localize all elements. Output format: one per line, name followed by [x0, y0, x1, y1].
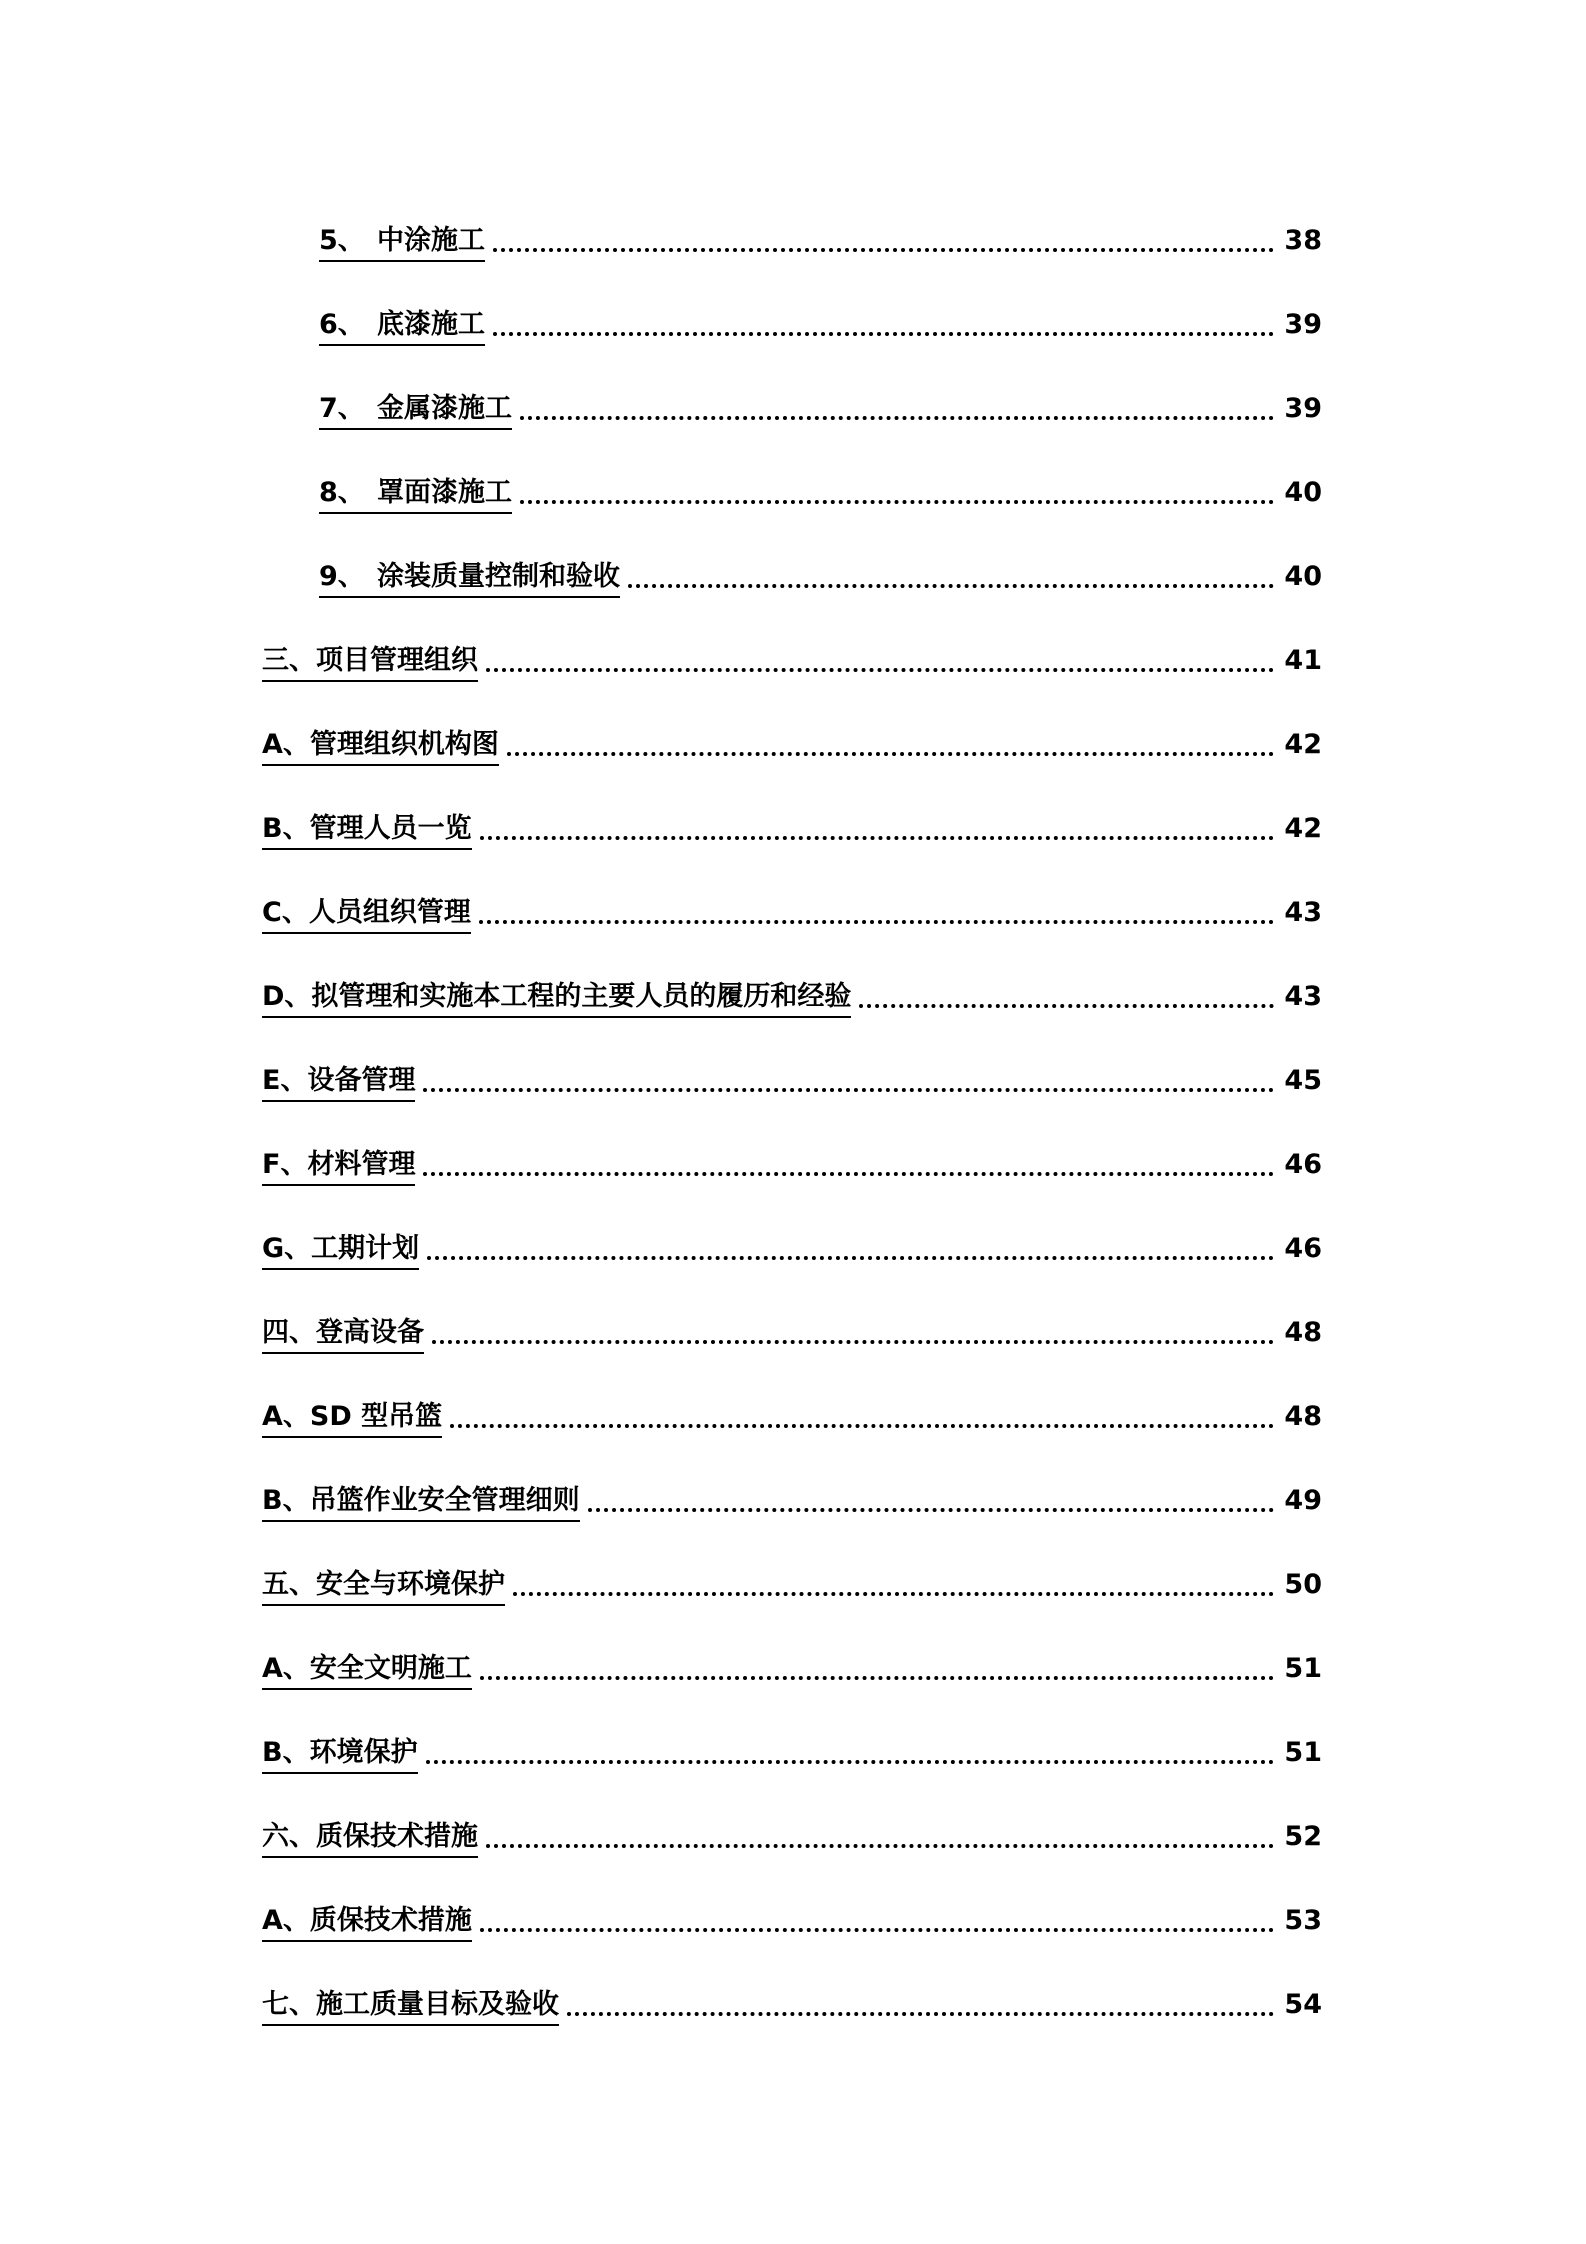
dot-leader: [628, 584, 1274, 588]
toc-page-number: 45: [1284, 1065, 1322, 1096]
toc-entry-number: 7、: [319, 393, 365, 424]
toc-page-number: 42: [1284, 729, 1322, 760]
dot-leader: [432, 1340, 1274, 1344]
toc-page-number: 51: [1284, 1737, 1322, 1768]
toc-page-number: 41: [1284, 645, 1322, 676]
dot-leader: [520, 416, 1274, 420]
toc-entry-link[interactable]: [262, 895, 471, 934]
toc-entry-title: A、管理组织机构图: [262, 729, 499, 760]
toc-entry-number: 5、: [319, 225, 365, 256]
toc-entry[interactable]: [262, 778, 1322, 862]
toc-entry-link[interactable]: [319, 559, 620, 598]
toc-page-number: 43: [1284, 981, 1322, 1012]
toc-entry[interactable]: [262, 1954, 1322, 2038]
toc-page-number: 49: [1284, 1485, 1322, 1516]
toc-entry[interactable]: [319, 190, 1322, 274]
toc-entry-title: 罩面漆施工: [377, 477, 512, 508]
toc-entry[interactable]: [262, 1114, 1322, 1198]
toc-entry-number: 9、: [319, 561, 365, 592]
toc-entry-link[interactable]: [262, 1735, 418, 1774]
toc-entry[interactable]: [262, 1450, 1322, 1534]
toc-entry-link[interactable]: [262, 811, 472, 850]
toc-entry-link[interactable]: [262, 1231, 419, 1270]
toc-entry-link[interactable]: [319, 391, 512, 430]
toc-entry-link[interactable]: [319, 475, 512, 514]
toc-entry-title: 七、施工质量目标及验收: [262, 1989, 559, 2020]
toc-page-number: 46: [1284, 1233, 1322, 1264]
toc-entry-title: 金属漆施工: [377, 393, 512, 424]
toc-entry-title: 涂装质量控制和验收: [377, 561, 620, 592]
toc-page-number: 54: [1284, 1989, 1322, 2020]
dot-leader: [480, 1676, 1274, 1680]
toc-entry-number: 6、: [319, 309, 365, 340]
toc-page-number: 39: [1284, 309, 1322, 340]
toc-entry[interactable]: [262, 1870, 1322, 1954]
toc-entry-title: G、工期计划: [262, 1233, 420, 1264]
toc-entry-link[interactable]: [262, 727, 499, 766]
toc-entry-title: B、管理人员一览: [262, 813, 472, 844]
toc-entry-link[interactable]: [262, 1399, 442, 1438]
toc-entry-title: B、环境保护: [262, 1737, 418, 1768]
toc-entry-title: 五、安全与环境保护: [262, 1569, 505, 1600]
toc-entry-title: E、设备管理: [262, 1065, 416, 1096]
toc-entry-link[interactable]: [262, 1483, 580, 1522]
toc-entry[interactable]: [262, 1618, 1322, 1702]
toc-entry-link[interactable]: [262, 1567, 505, 1606]
table-of-contents: [262, 190, 1322, 2038]
dot-leader: [479, 920, 1274, 924]
toc-entry[interactable]: [319, 274, 1322, 358]
toc-entry-link[interactable]: [262, 1651, 472, 1690]
toc-page-number: 38: [1284, 225, 1322, 256]
toc-page-number: 40: [1284, 561, 1322, 592]
toc-entry-title: A、SD 型吊篮: [262, 1401, 443, 1432]
toc-entry[interactable]: [262, 694, 1322, 778]
toc-entry[interactable]: [319, 442, 1322, 526]
toc-entry-title: 底漆施工: [377, 309, 485, 340]
toc-entry[interactable]: [262, 946, 1322, 1030]
dot-leader: [507, 752, 1274, 756]
toc-page-number: 46: [1284, 1149, 1322, 1180]
toc-entry-link[interactable]: [262, 1147, 415, 1186]
toc-entry-title: C、人员组织管理: [262, 897, 471, 928]
toc-page-number: 48: [1284, 1401, 1322, 1432]
toc-entry[interactable]: [319, 526, 1322, 610]
toc-entry-link[interactable]: [262, 1063, 415, 1102]
dot-leader: [588, 1508, 1274, 1512]
toc-entry-title: D、拟管理和实施本工程的主要人员的履历和经验: [262, 981, 852, 1012]
toc-page-number: 50: [1284, 1569, 1322, 1600]
toc-entry-link[interactable]: [262, 1987, 559, 2026]
toc-entry[interactable]: [319, 358, 1322, 442]
toc-entry-link[interactable]: [262, 979, 851, 1018]
dot-leader: [513, 1592, 1274, 1596]
toc-page-number: 51: [1284, 1653, 1322, 1684]
toc-entry-title: 六、质保技术措施: [262, 1821, 478, 1852]
toc-entry[interactable]: [262, 1786, 1322, 1870]
dot-leader: [859, 1004, 1274, 1008]
toc-entry-link[interactable]: [262, 1903, 472, 1942]
toc-entry[interactable]: [262, 1702, 1322, 1786]
toc-entry-link[interactable]: [262, 1315, 424, 1354]
dot-leader: [427, 1256, 1274, 1260]
dot-leader: [423, 1088, 1274, 1092]
toc-entry[interactable]: [262, 1198, 1322, 1282]
toc-entry[interactable]: [262, 862, 1322, 946]
dot-leader: [520, 500, 1274, 504]
dot-leader: [567, 2012, 1274, 2016]
toc-page-number: 39: [1284, 393, 1322, 424]
toc-page-number: 42: [1284, 813, 1322, 844]
toc-page-number: 53: [1284, 1905, 1322, 1936]
toc-page-number: 43: [1284, 897, 1322, 928]
toc-page-number: 48: [1284, 1317, 1322, 1348]
toc-entry-title: B、吊篮作业安全管理细则: [262, 1485, 580, 1516]
dot-leader: [493, 332, 1274, 336]
toc-entry-link[interactable]: [319, 307, 485, 346]
toc-page-number: 52: [1284, 1821, 1322, 1852]
toc-entry-title: F、材料管理: [262, 1149, 416, 1180]
dot-leader: [480, 1928, 1274, 1932]
toc-entry[interactable]: [262, 1030, 1322, 1114]
dot-leader: [486, 1844, 1274, 1848]
toc-entry[interactable]: [262, 1366, 1322, 1450]
toc-entry-title: 中涂施工: [377, 225, 485, 256]
dot-leader: [480, 836, 1274, 840]
toc-entry[interactable]: [262, 1534, 1322, 1618]
toc-page-number: 40: [1284, 477, 1322, 508]
toc-entry-title: 三、项目管理组织: [262, 645, 478, 676]
toc-entry-title: A、安全文明施工: [262, 1653, 472, 1684]
toc-entry-link[interactable]: [262, 1819, 478, 1858]
toc-entry-title: 四、登高设备: [262, 1317, 424, 1348]
dot-leader: [450, 1424, 1274, 1428]
toc-entry-title: A、质保技术措施: [262, 1905, 472, 1936]
toc-entry[interactable]: [262, 610, 1322, 694]
toc-entry[interactable]: [262, 1282, 1322, 1366]
dot-leader: [423, 1172, 1274, 1176]
dot-leader: [486, 668, 1274, 672]
toc-entry-link[interactable]: [319, 223, 485, 262]
dot-leader: [493, 248, 1274, 252]
toc-entry-number: 8、: [319, 477, 365, 508]
dot-leader: [426, 1760, 1274, 1764]
toc-entry-link[interactable]: [262, 643, 478, 682]
